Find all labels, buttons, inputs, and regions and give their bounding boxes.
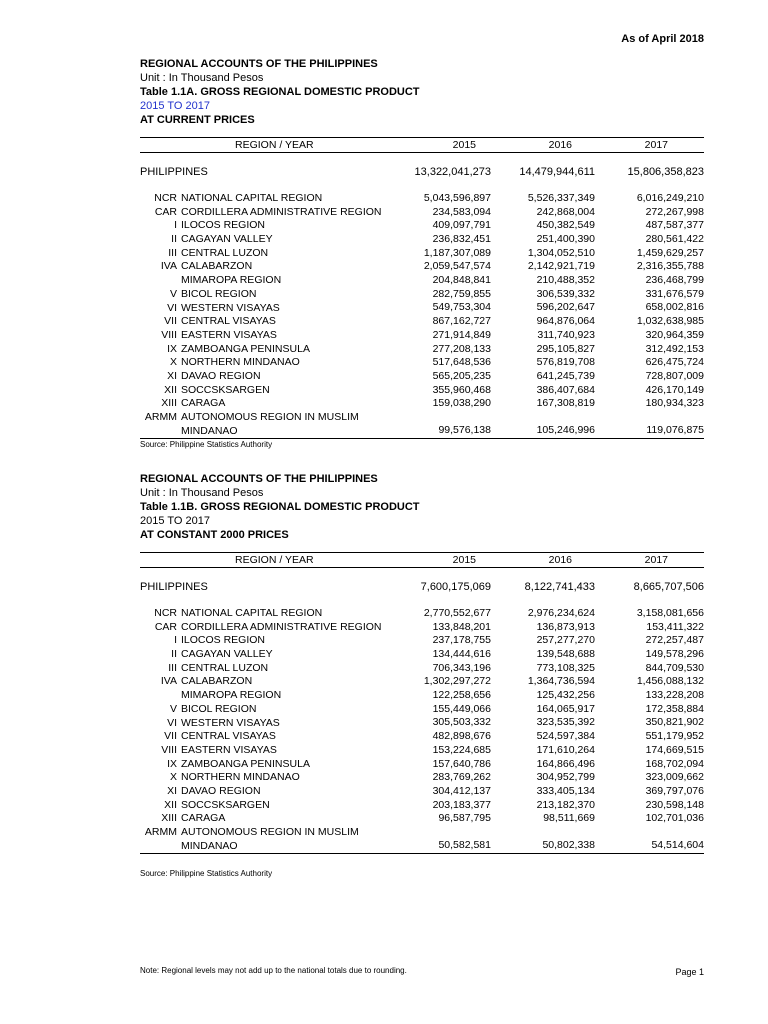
- table-row: [140, 329, 704, 343]
- value-2016: 450,382,549: [536, 219, 595, 232]
- table-row: [140, 247, 704, 261]
- value-2017: 102,701,036: [645, 812, 704, 825]
- value-2017: 487,587,377: [645, 219, 704, 232]
- table-row: [140, 192, 704, 206]
- table-row: [140, 771, 704, 785]
- value-2015: 236,832,451: [432, 233, 491, 246]
- value-2015: 134,444,616: [432, 648, 491, 661]
- region-code: XIII: [161, 397, 177, 410]
- table-row: [140, 219, 704, 233]
- value-2015: 203,183,377: [432, 798, 491, 811]
- region-name: CALABARZON: [181, 260, 253, 273]
- value-2016: 333,405,134: [536, 784, 595, 797]
- unit-label: Unit : In Thousand Pesos: [140, 487, 264, 499]
- value-2017: 312,492,153: [645, 342, 704, 355]
- value-2015: 122,258,656: [432, 689, 491, 702]
- value-2017: 551,179,952: [645, 730, 704, 743]
- value-2015: 237,178,755: [432, 634, 491, 647]
- region-name: CAGAYAN VALLEY: [181, 648, 273, 661]
- rounding-note: Note: Regional levels may not add up to the national totals due to rounding.: [140, 966, 407, 975]
- value-2016: 125,432,256: [536, 689, 595, 702]
- region-rows: [140, 192, 704, 438]
- region-code: I: [174, 219, 177, 232]
- value-2015: 271,914,849: [432, 328, 491, 341]
- region-name: NORTHERN MINDANAO: [181, 771, 300, 784]
- region-code: X: [169, 771, 177, 784]
- table-row: [140, 826, 704, 853]
- value-2017: 323,009,662: [645, 771, 704, 784]
- prices-label: AT CONSTANT 2000 PRICES: [140, 529, 289, 541]
- region-name: DAVAO REGION: [181, 369, 261, 382]
- region-name: NORTHERN MINDANAO: [181, 356, 300, 369]
- table-row: [140, 621, 704, 635]
- value-2015: 157,640,786: [432, 757, 491, 770]
- unit-label: Unit : In Thousand Pesos: [140, 72, 264, 84]
- table-row: [140, 785, 704, 799]
- value-2015: 159,038,290: [432, 397, 491, 410]
- report-title: REGIONAL ACCOUNTS OF THE PHILIPPINES: [140, 473, 378, 485]
- as-of-date: As of April 2018: [621, 33, 704, 45]
- value-2015: 13,322,041,273: [414, 166, 491, 178]
- value-2016: 251,400,390: [536, 233, 595, 246]
- value-2017: 426,170,149: [645, 383, 704, 396]
- region-name: EASTERN VISAYAS: [181, 743, 277, 756]
- table-label: Table 1.1B. GROSS REGIONAL DOMESTIC PRODUCT: [140, 501, 420, 513]
- region-code: XI: [167, 784, 177, 797]
- region-name: WESTERN VISAYAS: [181, 716, 280, 729]
- table-row: [140, 675, 704, 689]
- value-2017: 174,669,515: [645, 743, 704, 756]
- value-2017: 2,316,355,788: [636, 260, 704, 273]
- national-name: PHILIPPINES: [140, 581, 208, 593]
- region-name: ILOCOS REGION: [181, 634, 266, 647]
- source-note: Source: Philippine Statistics Authority: [140, 440, 273, 449]
- value-2016: 105,246,996: [536, 424, 595, 437]
- region-code: IVA: [160, 260, 177, 273]
- region-code: IX: [167, 757, 177, 770]
- region-code: IVA: [160, 675, 177, 688]
- region-code: CAR: [154, 620, 177, 633]
- value-2016: 306,539,332: [536, 287, 595, 300]
- region-name: CARAGA: [181, 397, 226, 410]
- value-2016: 641,245,739: [536, 369, 595, 382]
- value-2017: 172,358,884: [645, 702, 704, 715]
- value-2015: 517,648,536: [432, 356, 491, 369]
- value-2016: 964,876,064: [536, 315, 595, 328]
- value-2017: 350,821,902: [645, 716, 704, 729]
- table-header: [140, 137, 704, 153]
- region-code: I: [174, 634, 177, 647]
- period-label: 2015 TO 2017: [140, 515, 210, 527]
- region-code: XIII: [161, 812, 177, 825]
- table-row: [140, 370, 704, 384]
- table-row: [140, 607, 704, 621]
- value-2016: 524,597,384: [536, 730, 595, 743]
- value-2015: 565,205,235: [432, 369, 491, 382]
- region-code: VI: [167, 716, 177, 729]
- column-header-2017: 2017: [644, 554, 668, 566]
- value-2016: 213,182,370: [536, 798, 595, 811]
- table-row: [140, 689, 704, 703]
- column-header-2016: 2016: [548, 139, 572, 151]
- value-2016: 576,819,708: [536, 356, 595, 369]
- region-name: SOCCSKSARGEN: [181, 383, 270, 396]
- region-name: BICOL REGION: [181, 702, 257, 715]
- region-name: WESTERN VISAYAS: [181, 301, 280, 314]
- table-row: [140, 274, 704, 288]
- table-row: [140, 384, 704, 398]
- region-name: CALABARZON: [181, 675, 253, 688]
- region-code: CAR: [154, 205, 177, 218]
- region-name: ILOCOS REGION: [181, 219, 266, 232]
- value-2015: 867,162,727: [432, 315, 491, 328]
- table-row: [140, 812, 704, 826]
- source-note: Source: Philippine Statistics Authority: [140, 869, 273, 878]
- region-code: VII: [164, 730, 177, 743]
- value-2016: 386,407,684: [536, 383, 595, 396]
- region-code: VIII: [161, 743, 177, 756]
- region-rows: [140, 607, 704, 853]
- table-row: [140, 260, 704, 274]
- region-code: X: [169, 356, 177, 369]
- value-2015: 355,960,468: [432, 383, 491, 396]
- table-row: [140, 302, 704, 316]
- region-name: MIMAROPA REGION: [181, 274, 282, 287]
- region-code: VI: [167, 301, 177, 314]
- value-2016: 5,526,337,349: [527, 191, 595, 204]
- period-label: 2015 TO 2017: [140, 100, 210, 112]
- value-2017: 844,709,530: [645, 661, 704, 674]
- table-header: [140, 552, 704, 568]
- value-2016: 167,308,819: [536, 397, 595, 410]
- region-name: AUTONOMOUS REGION IN MUSLIM MINDANAO: [181, 826, 359, 852]
- value-2016: 2,142,921,719: [527, 260, 595, 273]
- value-2016: 1,304,052,510: [527, 246, 595, 259]
- value-2015: 277,208,133: [432, 342, 491, 355]
- value-2015: 153,224,685: [432, 743, 491, 756]
- table-row: [140, 233, 704, 247]
- region-name: CARAGA: [181, 812, 226, 825]
- table-row: [140, 343, 704, 357]
- region-code: III: [168, 246, 177, 259]
- region-name: NATIONAL CAPITAL REGION: [181, 607, 323, 619]
- value-2017: 331,676,579: [645, 287, 704, 300]
- value-2015: 2,770,552,677: [423, 606, 491, 619]
- region-name: NATIONAL CAPITAL REGION: [181, 192, 323, 204]
- region-name: CAGAYAN VALLEY: [181, 233, 273, 246]
- value-2015: 409,097,791: [432, 219, 491, 232]
- table-1-1b: [140, 472, 704, 879]
- table-1-1a: [140, 57, 704, 450]
- value-2016: 50,802,338: [542, 839, 595, 852]
- column-header-region: REGION / YEAR: [235, 554, 314, 566]
- column-header-2015: 2015: [452, 554, 476, 566]
- value-2016: 171,610,264: [536, 743, 595, 756]
- region-code: ARMM: [144, 826, 177, 838]
- value-2016: 136,873,913: [536, 620, 595, 633]
- region-name: DAVAO REGION: [181, 784, 261, 797]
- value-2017: 658,002,816: [645, 301, 704, 314]
- prices-label: AT CURRENT PRICES: [140, 114, 255, 126]
- value-2016: 242,868,004: [536, 205, 595, 218]
- table-row: [140, 411, 704, 438]
- national-row: [140, 165, 704, 179]
- table-row: [140, 730, 704, 744]
- region-name: ZAMBOANGA PENINSULA: [181, 342, 310, 355]
- value-2017: 15,806,358,823: [627, 166, 704, 178]
- value-2016: 1,364,736,594: [527, 675, 595, 688]
- value-2017: 54,514,604: [651, 839, 704, 852]
- value-2015: 706,343,196: [432, 661, 491, 674]
- table-row: [140, 356, 704, 370]
- national-name: PHILIPPINES: [140, 166, 208, 178]
- value-2016: 2,976,234,624: [527, 606, 595, 619]
- region-name: CORDILLERA ADMINISTRATIVE REGION: [181, 205, 382, 218]
- region-name: CENTRAL VISAYAS: [181, 315, 276, 328]
- value-2015: 283,769,262: [432, 771, 491, 784]
- value-2015: 204,848,841: [432, 274, 491, 287]
- value-2015: 482,898,676: [432, 730, 491, 743]
- region-code: XII: [164, 798, 177, 811]
- region-code: II: [171, 648, 177, 661]
- region-code: VII: [164, 315, 177, 328]
- region-name: ZAMBOANGA PENINSULA: [181, 757, 310, 770]
- column-header-2017: 2017: [644, 139, 668, 151]
- region-name: EASTERN VISAYAS: [181, 328, 277, 341]
- value-2016: 14,479,944,611: [519, 166, 595, 178]
- value-2017: 6,016,249,210: [636, 191, 704, 204]
- value-2015: 305,503,332: [432, 716, 491, 729]
- value-2016: 323,535,392: [536, 716, 595, 729]
- table-row: [140, 648, 704, 662]
- region-code: NCR: [154, 192, 177, 204]
- table-row: [140, 315, 704, 329]
- value-2017: 272,257,487: [645, 634, 704, 647]
- value-2016: 311,740,923: [537, 328, 595, 341]
- table-row: [140, 206, 704, 220]
- value-2016: 304,952,799: [536, 771, 595, 784]
- region-code: XI: [167, 369, 177, 382]
- report-title: REGIONAL ACCOUNTS OF THE PHILIPPINES: [140, 58, 378, 70]
- region-code: XII: [164, 383, 177, 396]
- value-2015: 282,759,855: [432, 287, 491, 300]
- value-2016: 257,277,270: [536, 634, 595, 647]
- value-2016: 8,122,741,433: [524, 581, 595, 593]
- value-2015: 7,600,175,069: [420, 581, 491, 593]
- value-2016: 164,866,496: [536, 757, 595, 770]
- table-row: [140, 288, 704, 302]
- value-2017: 153,411,322: [646, 620, 704, 633]
- table-row: [140, 717, 704, 731]
- page-number: Page 1: [675, 967, 704, 977]
- value-2017: 168,702,094: [645, 757, 704, 770]
- value-2017: 180,934,323: [645, 397, 704, 410]
- region-name: AUTONOMOUS REGION IN MUSLIM MINDANAO: [181, 411, 359, 437]
- value-2016: 295,105,827: [536, 342, 595, 355]
- region-name: SOCCSKSARGEN: [181, 798, 270, 811]
- value-2017: 133,228,208: [645, 689, 704, 702]
- value-2015: 99,576,138: [438, 424, 491, 437]
- value-2017: 3,158,081,656: [636, 606, 704, 619]
- value-2017: 8,665,707,506: [633, 581, 704, 593]
- region-code: V: [169, 287, 177, 300]
- region-code: NCR: [154, 607, 177, 619]
- value-2017: 320,964,359: [645, 328, 704, 341]
- value-2015: 1,187,307,089: [423, 246, 491, 259]
- value-2017: 369,797,076: [645, 784, 704, 797]
- value-2017: 728,807,009: [645, 369, 704, 382]
- table-row: [140, 397, 704, 411]
- value-2015: 5,043,596,897: [423, 191, 491, 204]
- value-2015: 549,753,304: [432, 301, 491, 314]
- region-name: BICOL REGION: [181, 287, 257, 300]
- value-2015: 1,302,297,272: [423, 675, 491, 688]
- value-2015: 50,582,581: [438, 839, 491, 852]
- value-2016: 164,065,917: [536, 702, 595, 715]
- table-row: [140, 703, 704, 717]
- table-row: [140, 744, 704, 758]
- region-name: CORDILLERA ADMINISTRATIVE REGION: [181, 620, 382, 633]
- value-2016: 210,488,352: [536, 274, 595, 287]
- value-2016: 596,202,647: [536, 301, 595, 314]
- column-header-2015: 2015: [452, 139, 476, 151]
- national-row: [140, 580, 704, 594]
- column-header-2016: 2016: [548, 554, 572, 566]
- region-code: II: [171, 233, 177, 246]
- value-2017: 626,475,724: [645, 356, 704, 369]
- value-2017: 1,032,638,985: [636, 315, 704, 328]
- table-label: Table 1.1A. GROSS REGIONAL DOMESTIC PRODUCT: [140, 86, 420, 98]
- region-code: IX: [167, 342, 177, 355]
- table-row: [140, 758, 704, 772]
- region-name: CENTRAL VISAYAS: [181, 730, 276, 743]
- value-2015: 155,449,066: [432, 702, 491, 715]
- value-2017: 272,267,998: [645, 205, 704, 218]
- value-2015: 133,848,201: [432, 620, 491, 633]
- column-header-region: REGION / YEAR: [235, 139, 314, 151]
- region-code: V: [169, 702, 177, 715]
- region-code: ARMM: [144, 411, 177, 423]
- value-2016: 773,108,325: [536, 661, 595, 674]
- value-2017: 236,468,799: [645, 274, 704, 287]
- value-2017: 119,076,875: [646, 424, 704, 437]
- value-2015: 304,412,137: [432, 784, 491, 797]
- region-code: VIII: [161, 328, 177, 341]
- value-2015: 96,587,795: [438, 812, 491, 825]
- value-2017: 280,561,422: [645, 233, 704, 246]
- value-2016: 139,548,688: [536, 648, 595, 661]
- value-2017: 1,459,629,257: [636, 246, 704, 259]
- value-2017: 230,598,148: [645, 798, 704, 811]
- region-code: III: [168, 661, 177, 674]
- region-name: MIMAROPA REGION: [181, 689, 282, 702]
- value-2017: 149,578,296: [645, 648, 704, 661]
- table-row: [140, 799, 704, 813]
- region-name: CENTRAL LUZON: [181, 661, 269, 674]
- value-2016: 98,511,669: [543, 812, 595, 825]
- value-2015: 234,583,094: [432, 205, 491, 218]
- table-row: [140, 662, 704, 676]
- region-name: CENTRAL LUZON: [181, 246, 269, 259]
- table-row: [140, 634, 704, 648]
- value-2015: 2,059,547,574: [423, 260, 491, 273]
- value-2017: 1,456,088,132: [636, 675, 704, 688]
